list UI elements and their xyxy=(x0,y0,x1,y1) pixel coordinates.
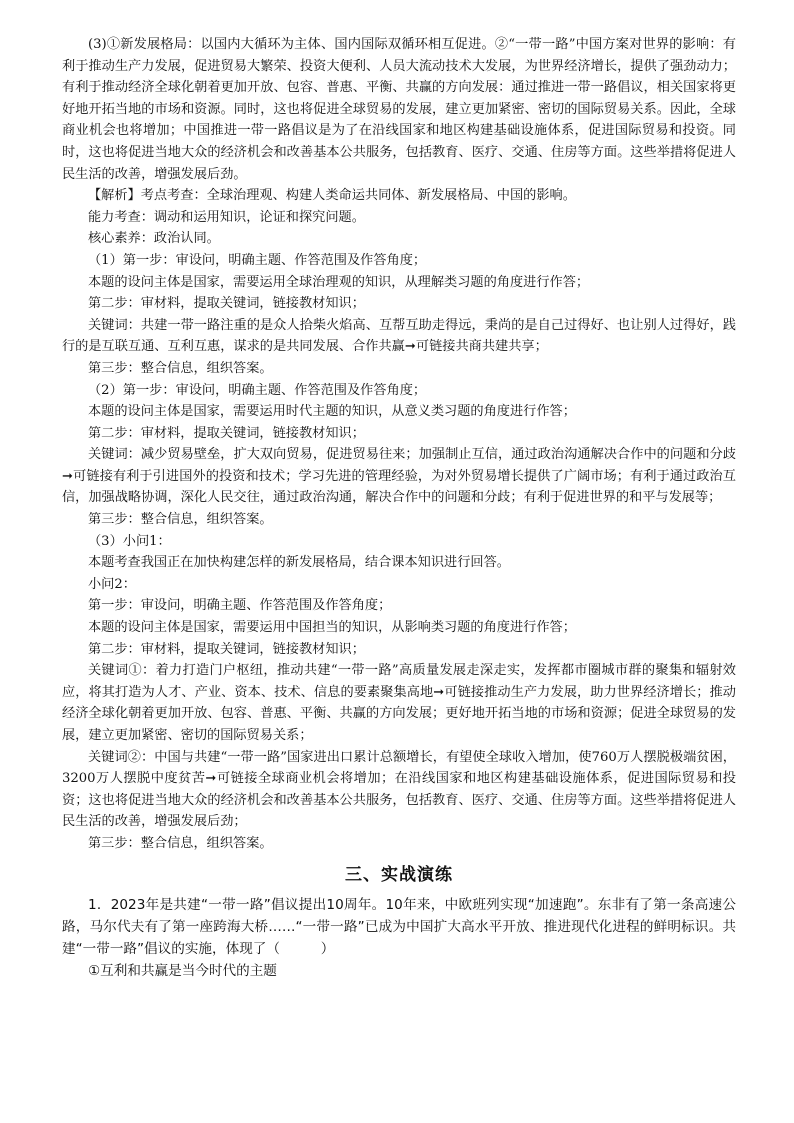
analysis-heading: 【解析】考点考查：全球治理观、构建人类命运共同体、新发展格局、中国的影响。 xyxy=(88,188,576,204)
q2-keywords: 关键词：减少贸易壁垒，扩大双向贸易，促进贸易往来；加强制止互信，通过政治沟通解决合作中的问题和分歧➞可链接有利于引进国外的投资和技术；学习先进的管理经验，为对外贸易增长提供了广阔市场；有利于通过政治互信，加强战略协调，深化人民交往，通过政治沟通，解决合作中的问题和分歧；有利于促进世界的和平与发展等； xyxy=(62,447,736,506)
q3-step2: 第二步：审材料，提取关键词，链接教材知识； xyxy=(88,641,365,657)
q1-subject: 本题的设问主体是国家，需要运用全球治理观的知识，从理解类习题的角度进行作答； xyxy=(88,274,590,290)
q1-step2: 第二步：审材料，提取关键词，链接教材知识； xyxy=(88,296,365,312)
q3-keyword-1: 关键词①：着力打造门户枢纽，推动共建“一带一路”高质量发展走深走实，发挥都市圈城市群的聚集和辐射效应，将其打造为人才、产业、资本、技术、信息的要素聚集高地➞可链接推动生产力发展，助力世界经济增长；推动经济全球化朝着更加开放、包容、普惠、平衡、共赢的方向发展；更好地开拓当地的市场和资源；促进全球贸易的发展，建立更加紧密、密切的国际贸易关系； xyxy=(62,663,736,743)
q3-keyword-2: 关键词②：中国与共建“一带一路”国家进出口累计总额增长，有望使全球收入增加，使760万人摆脱极端贫困，3200万人摆脱中度贫苦➞可链接全球商业机会将增加；在沿线国家和地区构建基础设施体系，促进国际贸易和投资；这也将促进当地大众的经济机会和改善基本公共服务，包括教育、医疗、交通、住房等方面。这些举措将促进人民生活的改善，增强发展后劲； xyxy=(62,749,736,830)
q1-step1: （1）第一步：审设问，明确主题、作答范围及作答角度； xyxy=(88,252,427,268)
q3-step3: 第三步：整合信息，组织答案。 xyxy=(88,835,273,851)
q1-step3: 第三步：整合信息，组织答案。 xyxy=(88,360,273,376)
q1-keywords: 关键词：共建一带一路注重的是众人拾柴火焰高、互帮互助走得远，秉尚的是自己过得好、也让别人过得好，践行的是互联互通、互利互惠，谋求的是共同发展、合作共赢➞可链接共商共建共享； xyxy=(62,317,736,355)
q2-step3: 第三步：整合信息，组织答案。 xyxy=(88,512,273,528)
q3-sub1-label: （3）小问1： xyxy=(88,533,171,549)
q3-sub1-text: 本题考查我国正在加快构建怎样的新发展格局，结合课本知识进行回答。 xyxy=(88,555,510,571)
q2-step2: 第二步：审材料，提取关键词，链接教材知识； xyxy=(88,425,365,441)
document-page xyxy=(62,34,736,982)
ability-line: 能力考查：调动和运用知识，论证和探究问题。 xyxy=(88,209,365,225)
practice-option-1: ①互利和共赢是当今时代的主题 xyxy=(88,963,277,980)
answer-part-3: (3)①新发展格局：以国内大循环为主体、国内国际双循环相互促进。②“一带一路”中国方案对世界的影响：有利于推动生产力发展，促进贸易大繁荣、投资大便利、人员大流动技术大发展，为世界经济增长，提供了强劲动力；有利于推动经济全球化朝着更加开放、包容、普惠、平衡、共赢的方向发展：通过推进一带一路倡议，相关国家将更好地开拓当地的市场和资源。同时，这也将促进全球贸易的发展，建立更加紧密、密切的国际贸易关系。因此，全球商业机会也将增加；中国推进一带一路倡议是为了在沿线国家和地区构建基础设施体系，促进国际贸易和投资。同时，这也将促进当地大众的经济机会和改善基本公共服务，包括教育、医疗、交通、住房等方面。这些举措将促进人民生活的改善，增强发展后劲。 xyxy=(62,37,736,182)
q2-subject: 本题的设问主体是国家，需要运用时代主题的知识，从意义类习题的角度进行作答； xyxy=(88,404,576,420)
q2-step1: （2）第一步：审设问，明确主题、作答范围及作答角度； xyxy=(88,382,427,398)
q3-subject: 本题的设问主体是国家，需要运用中国担当的知识，从影响类习题的角度进行作答； xyxy=(88,620,576,636)
practice-question-1: 1．2023年是共建“一带一路”倡议提出10周年。10年来，中欧班列实现“加速跑”。东非有了第一条高速公路，马尔代夫有了第一座跨海大桥……“一带一路”已成为中国扩大高水平开放、推进现代化进程的鲜明标识。共建“一带一路”倡议的实施，体现了（ ） xyxy=(62,897,736,958)
q3-step1: 第一步：审设问，明确主题、作答范围及作答角度； xyxy=(88,598,392,614)
literacy-line: 核心素养：政治认同。 xyxy=(88,231,220,247)
section-title: 三、实战演练 xyxy=(345,864,453,885)
q3-sub2-label: 小问2： xyxy=(88,576,136,592)
